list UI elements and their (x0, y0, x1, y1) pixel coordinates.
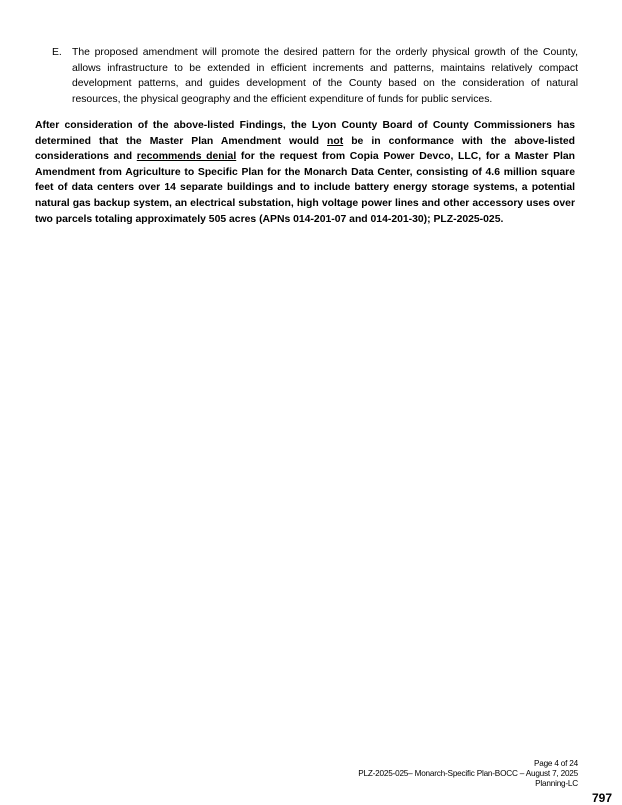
page-number: 797 (591, 791, 612, 805)
footer-department: Planning-LC (535, 779, 578, 788)
item-text: The proposed amendment will promote the desired pattern for the orderly physical growth of the County, allows infrastructure to be extended in efficient increments and patterns, maintains relatively compact development patterns, and guides development of the County based on the consideration of natural resources, the physical geography and the efficient expenditure of funds for public services. (72, 47, 578, 105)
conclusion-part-3: for the request from Copia Power Devco, LLC, for a Master Plan Amendment from Agriculture to Specific Plan for the Monarch Data Center, consisting of 4.6 million square feet of data centers over 14 separate buildings and to include battery energy storage systems, a potential natural gas backup system, an electrical substation, high voltage power lines and other accessory uses over two parcels totaling approximately 505 acres (APNs 014-201-07 and 014-201-30); PLZ-2025-025. (35, 151, 576, 225)
conclusion-part-2: be in conformance with the above-listed considerations and (35, 135, 575, 163)
not-underlined: not (327, 135, 344, 147)
footer-page-count: Page 4 of 24 (533, 759, 578, 768)
footer-document-id: PLZ-2025-025– Monarch-Specific Plan-BOCC – August 7, 2025 (358, 769, 578, 778)
finding-item-e (52, 45, 578, 107)
page-footer (358, 759, 578, 789)
conclusion-part-1: After consideration of the above-listed Findings, the Lyon County Board of County Commissioners has determined that the Master Plan Amendment would (35, 120, 575, 147)
conclusion-paragraph (35, 118, 575, 227)
recommends-denial-underlined: recommends denial (136, 151, 237, 163)
item-letter: E. (52, 47, 62, 58)
